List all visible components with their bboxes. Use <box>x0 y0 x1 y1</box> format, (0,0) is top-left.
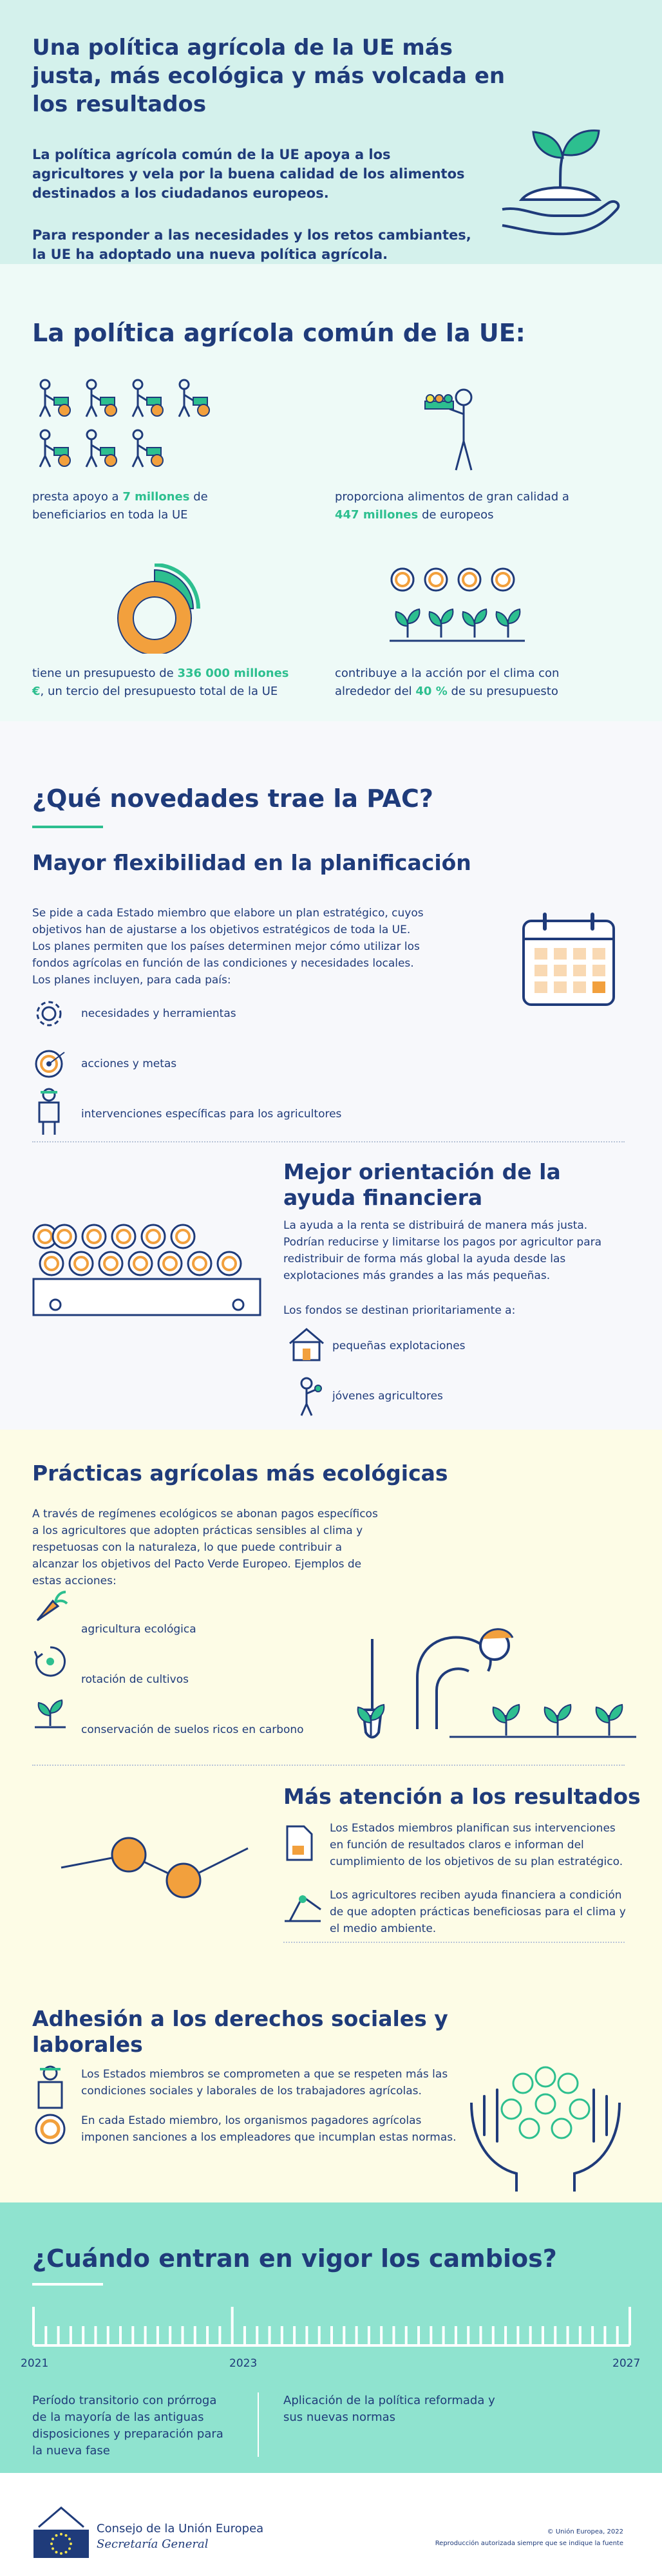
eu-star <box>55 2534 58 2537</box>
timeline-ruler <box>32 2300 631 2352</box>
green-item-2: rotación de cultivos <box>81 1673 189 1686</box>
council-logo <box>32 2503 90 2561</box>
green-text: A través de regímenes ecológicos se abonan pagos específicos a los agricultores que adopten prácticas sensibles al clima y respetuosas con la naturaleza, lo que puede contribuir a alcanzar los objetivos del Pacto Verde Europeo. Ejemplos de estas acciones: <box>32 1508 378 1587</box>
cap-overview-section <box>0 264 662 721</box>
stat-climate: contribuye a la acción por el clima con alrededor del 40 % de su presupuesto <box>335 667 560 698</box>
coins-plants-icon <box>390 567 525 650</box>
hands-people-icon <box>465 2064 626 2193</box>
gear-icon <box>32 997 66 1030</box>
green-title: Prácticas agrícolas más ecológicas <box>32 1461 448 1486</box>
stat-budget: tiene un presupuesto de 336 000 millones €, un tercio del presupuesto total de la UE <box>32 667 289 698</box>
title-underline <box>32 826 103 828</box>
results-item-2: Los agricultores reciben ayuda financiera a condición de que adopten prácticas beneficiosas para el clima y el medio ambiente. <box>330 1889 626 1935</box>
field-crops-icon <box>283 1890 322 1922</box>
timeline-title: ¿Cuándo entran en vigor los cambios? <box>32 2244 557 2273</box>
results-item-1: Los Estados miembros planifican sus intervenciones en función de resultados claros e informan del cumplimiento de los objetivos de su plan estratégico. <box>330 1822 623 1868</box>
support-text-2: Los fondos se destinan prioritariamente a: <box>283 1304 516 1317</box>
social-item-1: Los Estados miembros se comprometen a que se respeten más las condiciones sociales y laborales de los trabajadores agrícolas. <box>81 2068 448 2098</box>
support-title: Mejor orientación de la ayuda financiera <box>283 1159 561 1210</box>
budget-donut-icon <box>103 564 206 654</box>
farmhouse-icon <box>287 1327 326 1363</box>
header-intro-1: La política agrícola común de la UE apoya a los agricultores y vela por la buena calidad de los alimentos destinados a los ciudadanos europeos. <box>32 147 465 201</box>
novelties-section <box>0 721 662 1430</box>
young-farmer-icon <box>294 1377 322 1417</box>
support-item-1: pequeñas explotaciones <box>332 1340 466 1352</box>
eu-star <box>65 2534 68 2537</box>
copyright: © Unión Europea, 2022 <box>547 2528 623 2535</box>
farmer-planting-icon <box>353 1620 636 1742</box>
green-section <box>0 1430 662 2202</box>
eu-star <box>70 2543 72 2545</box>
timeline-section <box>0 2202 662 2473</box>
stat-beneficiaries: presta apoyo a 7 millones de beneficiarios en toda la UE <box>32 490 208 522</box>
org-sub: Secretaría General <box>97 2537 209 2551</box>
rotation-icon <box>32 1643 68 1680</box>
farmers-wheelbarrow-icon <box>32 377 225 473</box>
social-title: Adhesión a los derechos sociales y laborales <box>32 2006 448 2057</box>
results-chain-icon <box>48 1829 261 1906</box>
eu-star <box>55 2551 58 2553</box>
eu-star <box>68 2548 71 2550</box>
cap-title: La política agrícola común de la UE: <box>32 319 525 347</box>
carrot-icon <box>32 1588 68 1624</box>
flex-text: Se pide a cada Estado miembro que elabore un plan estratégico, cuyos objetivos han de ajustarse a los objetivos estratégicos de toda la UE. Los planes permiten que los países determinen mejor cómo utilizar los fondos agrícolas en función de las condiciones y necesidades locales. Los planes incluyen, para cada país: <box>32 907 424 987</box>
phase-transitional: Período transitorio con prórroga de la mayoría de las antiguas disposiciones y preparación para la nueva fase <box>32 2394 223 2458</box>
flex-title: Mayor flexibilidad en la planificación <box>32 850 471 875</box>
year-2027: 2027 <box>612 2357 641 2370</box>
year-2021: 2021 <box>21 2357 49 2370</box>
eu-star <box>68 2538 71 2541</box>
green-item-1: agricultura ecológica <box>81 1623 196 1636</box>
flex-item-1: necesidades y herramientas <box>81 1007 236 1020</box>
eu-star <box>52 2548 54 2550</box>
calendar-icon <box>520 908 617 1011</box>
worker-icon <box>32 2064 68 2109</box>
farmer-food-icon <box>419 383 489 473</box>
eu-star <box>60 2533 62 2535</box>
flex-item-3: intervenciones específicas para los agricultores <box>81 1108 342 1121</box>
eu-star <box>65 2551 68 2553</box>
results-title: Más atención a los resultados <box>283 1784 641 1809</box>
section-divider <box>32 1141 625 1142</box>
farmer-icon <box>35 1087 62 1136</box>
hand-plant-icon <box>496 119 625 248</box>
page-title: Una política agrícola de la UE más justa, más ecológica y más volcada en los resultados <box>32 35 506 117</box>
phase-reform: Aplicación de la política reformada y sus nuevas normas <box>283 2394 495 2424</box>
eu-star <box>60 2552 62 2555</box>
green-item-3: conservación de suelos ricos en carbono <box>81 1723 304 1736</box>
support-text: La ayuda a la renta se distribuirá de manera más justa. Podrían reducirse y limitarse los pagos por agricultor para redistribuir de forma más global la ayuda desde las explotaciones más grandes a las más pequeñas. <box>283 1219 602 1282</box>
target-icon <box>32 1047 66 1081</box>
header-section <box>0 0 662 264</box>
header-intro-2: Para responder a las necesidades y los retos cambiantes, la UE ha adoptado una nueva política agrícola. <box>32 227 471 262</box>
section-divider <box>283 1942 625 1943</box>
flex-item-2: acciones y metas <box>81 1057 177 1070</box>
eu-star <box>52 2538 54 2541</box>
social-item-2: En cada Estado miembro, los organismos pagadores agrícolas imponen sanciones a los empleadores que incumplan estas normas. <box>81 2114 457 2144</box>
eu-star <box>50 2543 53 2545</box>
section-divider <box>32 1765 625 1766</box>
coin-icon <box>32 2111 68 2147</box>
phase-divider <box>258 2392 259 2457</box>
title-underline <box>32 2283 103 2286</box>
footer-section <box>0 2473 662 2576</box>
sprout-soil-icon <box>32 1694 68 1730</box>
org-name: Consejo de la Unión Europea <box>97 2522 264 2535</box>
reproduction-note: Reproducción autorizada siempre que se indique la fuente <box>435 2540 623 2547</box>
document-icon <box>283 1824 316 1862</box>
year-2023: 2023 <box>229 2357 258 2370</box>
novelties-title: ¿Qué novedades trae la PAC? <box>32 784 433 813</box>
stat-europeans: proporciona alimentos de gran calidad a 447 millones de europeos <box>335 490 569 522</box>
support-item-2: jóvenes agricultores <box>332 1390 443 1403</box>
coins-wagon-icon <box>32 1224 264 1320</box>
